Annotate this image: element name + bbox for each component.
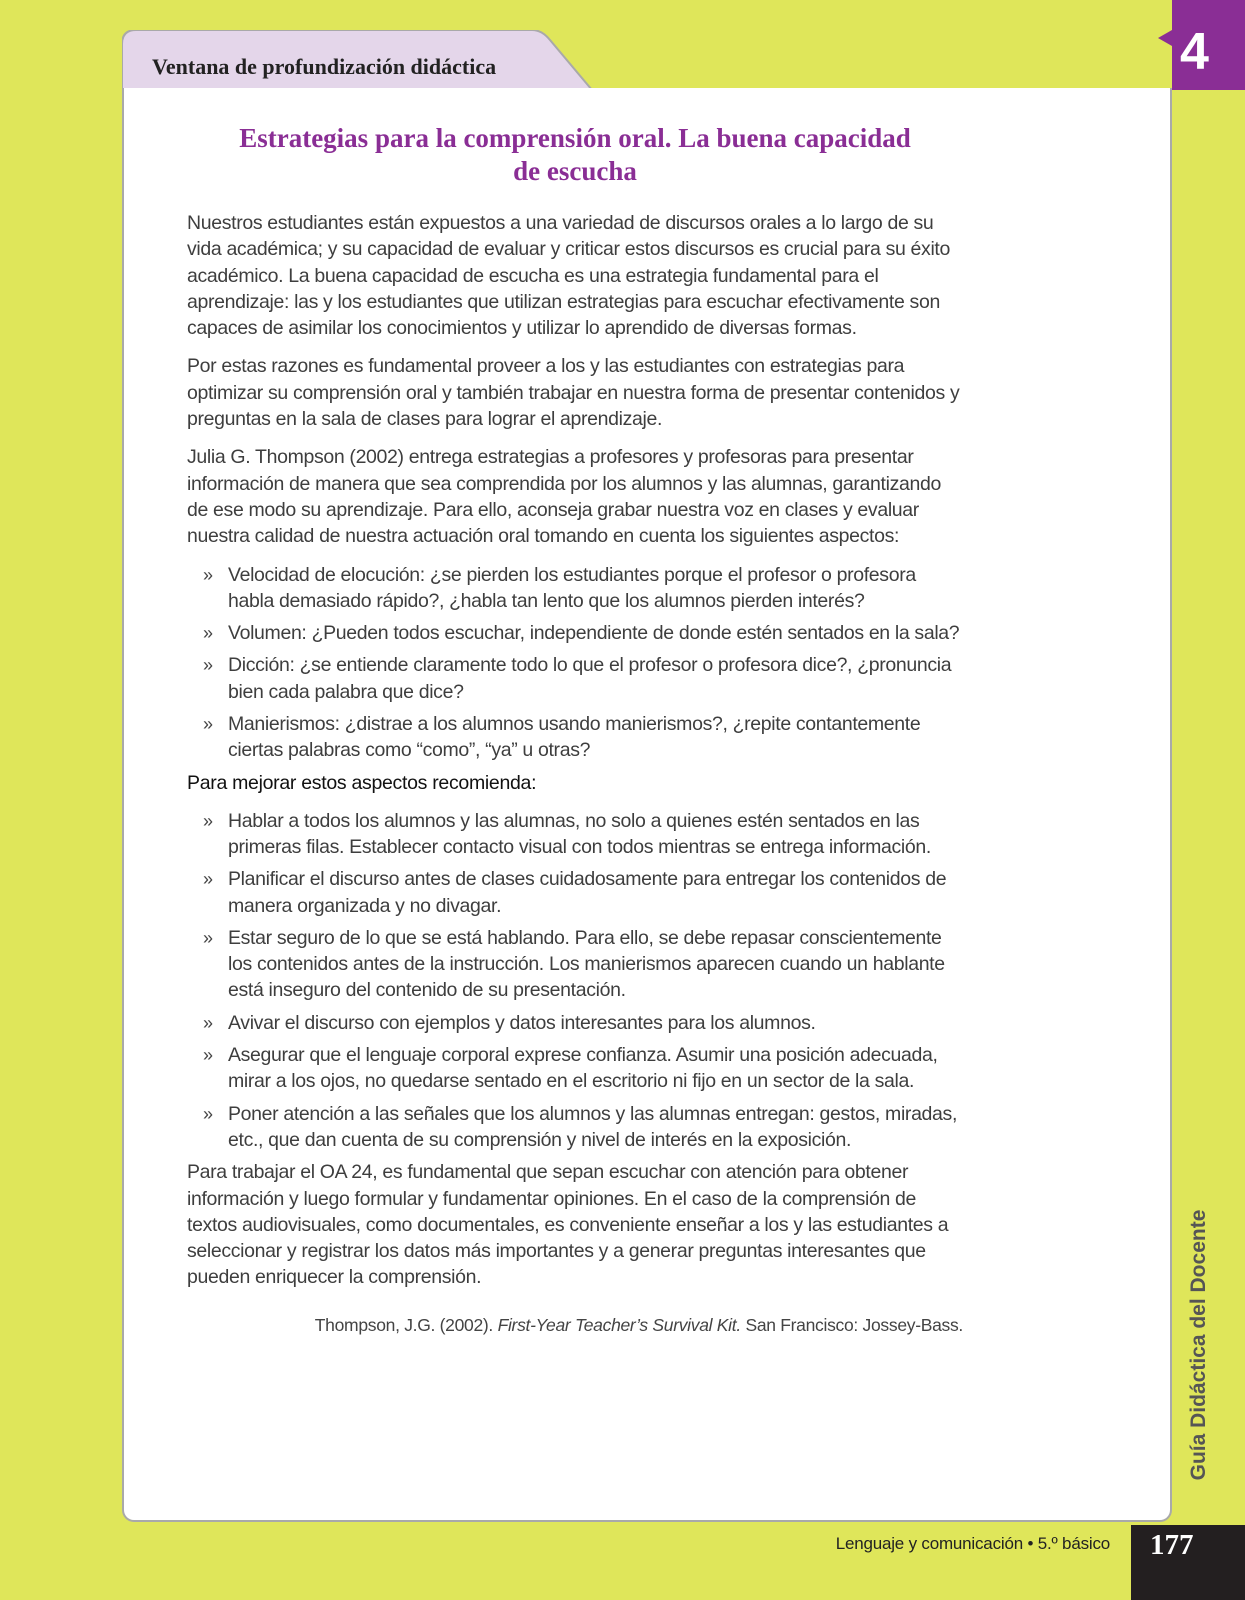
article (187, 122, 963, 1337)
list-item (187, 1101, 963, 1154)
bullet-icon: » (203, 1103, 213, 1124)
list-item-text: Planificar el discurso antes de clases cuidadosamente para entregar los contenidos de manera organizada y no divagar. (228, 868, 947, 917)
article-title: Estrategias para la comprensión oral. La buena capacidad de escucha (239, 123, 911, 186)
page-number: 177 (1150, 1529, 1194, 1561)
citation (187, 1313, 963, 1337)
list-item (187, 808, 963, 861)
list-item-text: Poner atención a las señales que los alumnos y las alumnas entregan: gestos, miradas, etc., que dan cuenta de su comprensión y nivel de interés en la exposición. (228, 1102, 958, 1151)
bullet-icon: » (203, 623, 213, 644)
bullet-icon: » (203, 564, 213, 585)
aspects-list (187, 562, 963, 764)
bullet-icon: » (203, 655, 213, 676)
chapter-number: 4 (1180, 23, 1209, 81)
section-tab (122, 30, 712, 90)
bullet-icon: » (203, 1045, 213, 1066)
paragraph-1: Nuestros estudiantes están expuestos a una variedad de discursos orales a lo largo de su vida académica; y su capacidad de evaluar y criticar estos discursos es crucial para su éxito académico. La buena capacidad de escucha es una estrategia fundamental para el aprendizaje: las y los estudiantes que utilizan estrategias para escuchar efectivamente son capaces de asimilar los conocimientos y utilizar lo aprendido de diversas formas. (187, 212, 950, 340)
bullet-icon: » (203, 714, 213, 735)
footer-subject: Lenguaje y comunicación • 5.º básico (835, 1534, 1110, 1553)
section-tab-title: Ventana de profundización didáctica (152, 54, 497, 79)
list-item (187, 1010, 963, 1036)
list-item-text: Estar seguro de lo que se está hablando. Para ello, se debe repasar conscientemente los contenidos antes de la instrucción. Los manierismos aparecen cuando un hablante está inseguro del contenido de su presentación. (228, 926, 945, 1002)
list-item (187, 1042, 963, 1095)
list-item-text: Avivar el discurso con ejemplos y datos interesantes para los alumnos. (228, 1011, 816, 1034)
paragraph-3: Julia G. Thompson (2002) entrega estrategias a profesores y profesoras para presentar información de manera que sea comprendida por los alumnos y las alumnas, garantizando de ese modo su aprendizaje. Para ello, aconseja grabar nuestra voz en clases y evaluar nuestra calidad de nuestra actuación oral tomando en cuenta los siguientes aspectos: (187, 446, 941, 548)
side-guide-label: Guía Didáctica del Docente (1187, 1209, 1210, 1481)
bullet-icon: » (203, 927, 213, 948)
list-item-text: Velocidad de elocución: ¿se pierden los estudiantes porque el profesor o profesora habla demasiado rápido?, ¿habla tan lento que los alumnos pierden interés? (228, 563, 916, 612)
list-item (187, 866, 963, 919)
list-item-text: Volumen: ¿Pueden todos escuchar, independiente de donde estén sentados en la sala? (228, 622, 960, 645)
bullet-icon: » (203, 869, 213, 890)
list-item (187, 652, 963, 705)
list-item-text: Hablar a todos los alumnos y las alumnas, no solo a quienes estén sentados en las primeras filas. Establecer contacto visual con todos mientras se entrega información. (228, 809, 931, 858)
bullet-icon: » (203, 1012, 213, 1033)
citation-publisher: San Francisco: Jossey-Bass. (740, 1314, 963, 1335)
bullet-icon: » (203, 810, 213, 831)
list-item (187, 925, 963, 1004)
citation-author: Thompson, J.G. (2002). (314, 1314, 498, 1335)
closing-paragraph: Para trabajar el OA 24, es fundamental que sepan escuchar con atención para obtener información y luego formular y fundamentar opiniones. En el caso de la comprensión de textos audiovisuales, como documentales, es conveniente enseñar a los y las estudiantes a seleccionar y registrar los datos más importantes y a generar preguntas interesantes que pueden enriquecer la comprensión. (187, 1161, 949, 1289)
list-item-text: Dicción: ¿se entiende claramente todo lo que el profesor o profesora dice?, ¿pronuncia bien cada palabra que dice? (228, 654, 952, 703)
citation-work: First-Year Teacher’s Survival Kit. (497, 1314, 741, 1335)
list-item (187, 711, 963, 764)
list-item (187, 562, 963, 615)
recommendations-heading: Para mejorar estos aspectos recomienda: (187, 771, 537, 794)
list-item-text: Manierismos: ¿distrae a los alumnos usando manierismos?, ¿repite contantemente ciertas palabras como “como”, “ya” u otras? (228, 713, 921, 762)
list-item (187, 620, 963, 646)
list-item-text: Asegurar que el lenguaje corporal exprese confianza. Asumir una posición adecuada, mirar a los ojos, no quedarse sentado en el escritorio ni fijo en un sector de la sala. (228, 1044, 938, 1093)
paragraph-2: Por estas razones es fundamental proveer a los y las estudiantes con estrategias para optimizar su comprensión oral y también trabajar en nuestra forma de presentar contenidos y preguntas en la sala de clases para lograr el aprendizaje. (187, 355, 960, 431)
recommendations-list (187, 808, 963, 1154)
